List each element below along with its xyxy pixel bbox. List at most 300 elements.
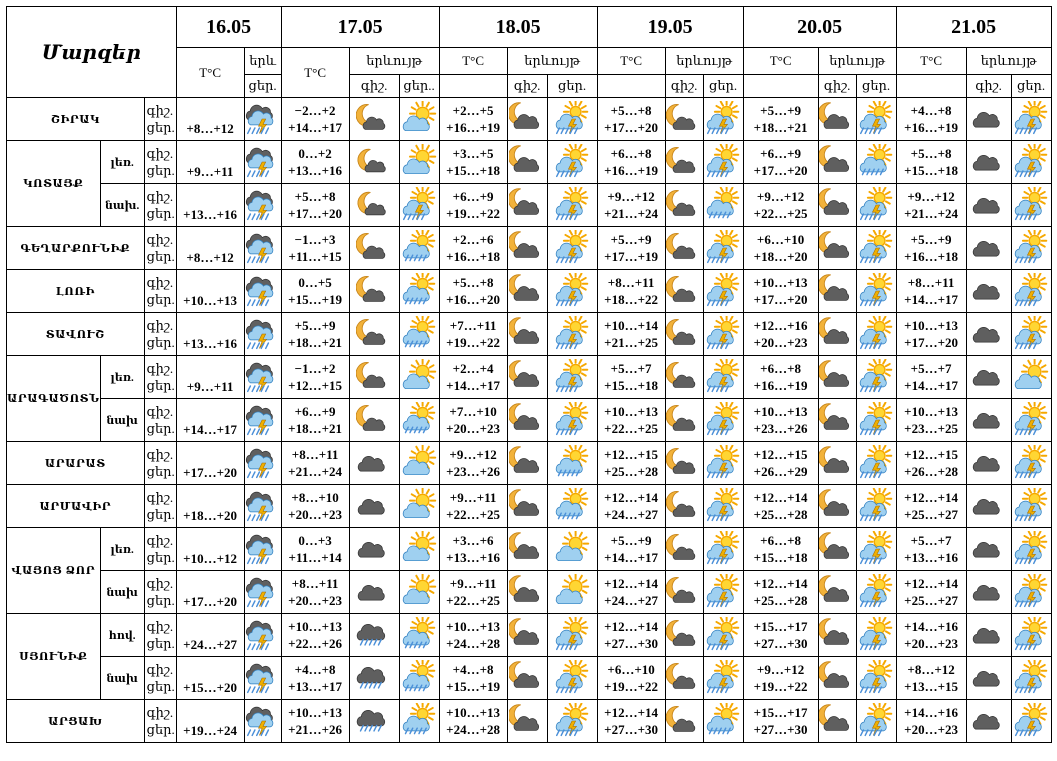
sun-thunderstorm-icon <box>856 700 896 743</box>
night-temp: +12…+14 <box>604 619 658 634</box>
cloud-icon <box>966 356 1011 399</box>
phenomenon-header: երևույթ <box>818 48 896 75</box>
day-temp: +22…+25 <box>753 206 808 221</box>
thunderstorm-icon <box>244 571 281 614</box>
thunderstorm-icon <box>244 270 281 313</box>
temp-cell <box>439 270 507 313</box>
temp-cell <box>896 227 966 270</box>
day-label: ցեր. <box>146 679 175 694</box>
day-temp: +18…+21 <box>288 421 342 436</box>
temp-cell: +19…+24 <box>176 700 244 743</box>
thunderstorm-icon <box>244 528 281 571</box>
sun-rain-icon <box>399 313 439 356</box>
sun-rain-icon <box>399 657 439 700</box>
temp-cell <box>439 528 507 571</box>
night-temp: +12…+15 <box>904 447 958 462</box>
night-label: գիշ. <box>146 146 174 161</box>
temp-cell <box>597 184 665 227</box>
temp-subheader-empty <box>896 75 966 98</box>
temp-header: T°C <box>896 48 966 75</box>
night-temp: +5…+8 <box>610 103 652 118</box>
night-temp: +6…+9 <box>294 404 336 419</box>
temp-cell <box>439 442 507 485</box>
day-temp: +16…+19 <box>446 120 500 135</box>
sun-thunderstorm-icon <box>547 356 597 399</box>
sun-rain-icon <box>399 399 439 442</box>
temp-cell <box>743 98 818 141</box>
thunderstorm-icon <box>244 184 281 227</box>
temp-cell <box>439 485 507 528</box>
cloud-icon <box>966 399 1011 442</box>
sun-rain-icon <box>703 184 743 227</box>
night-cloud-icon <box>818 227 856 270</box>
temp-subheader-empty <box>597 75 665 98</box>
date-16: 16.05 <box>176 7 281 48</box>
temp-cell <box>597 700 665 743</box>
temp-cell <box>597 270 665 313</box>
night-temp: +7…+10 <box>449 404 497 419</box>
region-name: ՇԻՐԱԿ <box>7 98 145 141</box>
region-name: ՏԱՎՈՒՇ <box>7 313 145 356</box>
night-subheader: գիշ. <box>507 75 547 98</box>
cloud-icon <box>349 442 399 485</box>
night-cloud-icon <box>507 700 547 743</box>
table-row <box>7 313 1052 356</box>
rain-cloud-icon <box>349 657 399 700</box>
sun-thunderstorm-icon <box>856 98 896 141</box>
day-temp: +18…+20 <box>753 249 808 264</box>
night-temp: +9…+11 <box>449 576 497 591</box>
cloud-icon <box>966 184 1011 227</box>
day-temp: +24…+27 <box>604 507 658 522</box>
night-temp: +5…+9 <box>294 318 336 333</box>
night-temp: +9…+12 <box>756 662 805 677</box>
thunderstorm-icon <box>244 313 281 356</box>
table-row <box>7 141 1052 184</box>
moon-cloud-icon <box>349 98 399 141</box>
date-18: 18.05 <box>439 7 597 48</box>
night-cloud-icon <box>818 571 856 614</box>
table-row <box>7 485 1052 528</box>
temp-cell <box>597 98 665 141</box>
day-subheader: ցեր.. <box>399 75 439 98</box>
temp-cell <box>281 184 349 227</box>
moon-cloud-icon <box>665 571 703 614</box>
temp-cell <box>743 700 818 743</box>
cloud-icon <box>966 571 1011 614</box>
sun-thunderstorm-icon <box>856 614 896 657</box>
temp-header: T°C <box>281 48 349 98</box>
day-temp: +17…+20 <box>753 163 808 178</box>
day-temp: +15…+18 <box>446 163 500 178</box>
night-temp: +12…+14 <box>753 490 808 505</box>
sun-thunderstorm-icon <box>703 571 743 614</box>
period-labels <box>144 528 176 571</box>
phenomenon-header: երևույթ <box>507 48 597 75</box>
day-temp: +27…+30 <box>604 722 658 737</box>
night-temp: +9…+11 <box>449 490 497 505</box>
day-temp: +21…+24 <box>288 464 342 479</box>
day-temp: +22…+25 <box>446 593 500 608</box>
temp-cell <box>281 571 349 614</box>
night-cloud-icon <box>818 399 856 442</box>
temp-cell <box>597 528 665 571</box>
temp-cell <box>439 614 507 657</box>
temp-cell <box>743 571 818 614</box>
temp-cell <box>743 184 818 227</box>
cloud-icon <box>966 614 1011 657</box>
day-label: ցեր. <box>146 421 175 436</box>
day-label: ցեր. <box>146 292 175 307</box>
sun-thunderstorm-icon <box>547 270 597 313</box>
night-cloud-icon <box>818 485 856 528</box>
region-name: ԼՈՌԻ <box>7 270 145 313</box>
region-name: ԱՐՑԱԽ <box>7 700 145 743</box>
period-labels <box>144 571 176 614</box>
day-label: ցեր. <box>146 507 175 522</box>
temp-cell <box>281 313 349 356</box>
temp-cell <box>281 442 349 485</box>
day-temp: +25…+28 <box>753 507 808 522</box>
night-cloud-icon <box>507 571 547 614</box>
night-label: գիշ. <box>146 576 174 591</box>
sun-thunderstorm-icon <box>703 657 743 700</box>
temp-cell <box>896 184 966 227</box>
night-temp: +9…+12 <box>607 189 655 204</box>
temp-cell <box>281 399 349 442</box>
thunderstorm-icon <box>244 399 281 442</box>
period-labels <box>144 98 176 141</box>
night-label: գիշ. <box>146 318 174 333</box>
sun-thunderstorm-icon <box>856 485 896 528</box>
thunderstorm-icon <box>244 141 281 184</box>
night-cloud-icon <box>507 141 547 184</box>
day-label: ցեր. <box>146 464 175 479</box>
sun-thunderstorm-icon <box>703 399 743 442</box>
temp-cell <box>281 700 349 743</box>
period-labels <box>144 313 176 356</box>
period-labels <box>144 657 176 700</box>
temp-cell: +15…+20 <box>176 657 244 700</box>
temp-cell <box>743 313 818 356</box>
night-subheader: գիշ. <box>665 75 703 98</box>
sun-thunderstorm-icon <box>547 227 597 270</box>
day-temp: +15…+19 <box>446 679 500 694</box>
day-label: ցեր. <box>146 550 175 565</box>
day-temp: +20…+23 <box>904 722 958 737</box>
day-temp: +20…+23 <box>753 335 808 350</box>
temp-cell <box>281 141 349 184</box>
moon-cloud-icon <box>349 356 399 399</box>
night-temp: +8…+11 <box>607 275 655 290</box>
sun-thunderstorm-icon <box>399 184 439 227</box>
day-label: ցեր. <box>146 722 175 737</box>
day-temp: +24…+27 <box>604 593 658 608</box>
sun-thunderstorm-icon <box>703 227 743 270</box>
sun-thunderstorm-icon <box>856 442 896 485</box>
table-row <box>7 614 1052 657</box>
temp-cell <box>743 442 818 485</box>
sun-thunderstorm-icon <box>856 313 896 356</box>
temp-cell <box>896 442 966 485</box>
day-temp: +18…+22 <box>604 292 658 307</box>
day-label: ցեր. <box>146 593 175 608</box>
period-labels <box>144 399 176 442</box>
moon-cloud-icon <box>665 141 703 184</box>
day-temp: +20…+23 <box>904 636 958 651</box>
sun-thunderstorm-icon <box>703 442 743 485</box>
temp-cell <box>597 141 665 184</box>
day-temp: +27…+30 <box>753 722 808 737</box>
sun-thunderstorm-icon <box>703 270 743 313</box>
sun-cloud-icon <box>547 528 597 571</box>
day-label: ցեր. <box>146 636 175 651</box>
region-name: ՍՅՈՒՆԻՔ <box>7 614 101 700</box>
day-subheader: ցեր. <box>1011 75 1051 98</box>
temp-cell <box>896 356 966 399</box>
regions-header: Մարզեր <box>7 7 177 98</box>
day-subheader: ցեր. <box>547 75 597 98</box>
temp-cell <box>597 227 665 270</box>
temp-cell <box>439 98 507 141</box>
date-21: 21.05 <box>896 7 1051 48</box>
day-temp: +26…+28 <box>904 464 958 479</box>
day-temp: +13…+15 <box>904 679 958 694</box>
day-label: ցեր. <box>146 249 175 264</box>
temp-cell <box>743 356 818 399</box>
temp-cell <box>597 313 665 356</box>
day-temp: +14…+17 <box>904 378 958 393</box>
night-temp: +12…+14 <box>904 490 958 505</box>
cloud-icon <box>349 528 399 571</box>
sun-thunderstorm-icon <box>1011 98 1051 141</box>
night-temp: +10…+13 <box>288 619 342 634</box>
temp-header: T°C <box>439 48 507 75</box>
night-label: գիշ. <box>146 189 174 204</box>
sun-rain-icon <box>856 141 896 184</box>
sun-thunderstorm-icon <box>1011 657 1051 700</box>
day-temp: +15…+18 <box>904 163 958 178</box>
temp-cell: +13…+16 <box>176 184 244 227</box>
night-temp: +6…+8 <box>760 533 801 548</box>
sun-thunderstorm-icon <box>703 356 743 399</box>
night-temp: +9…+12 <box>449 447 497 462</box>
sun-thunderstorm-icon <box>703 485 743 528</box>
night-label: գիշ. <box>146 447 174 462</box>
night-temp: +8…+11 <box>907 275 955 290</box>
day-temp: +17…+20 <box>753 292 808 307</box>
sun-cloud-icon <box>547 571 597 614</box>
night-temp: +5…+7 <box>910 533 952 548</box>
period-labels <box>144 184 176 227</box>
night-temp: +15…+17 <box>753 705 808 720</box>
day-temp: +26…+29 <box>753 464 808 479</box>
period-labels <box>144 442 176 485</box>
thunderstorm-icon <box>244 485 281 528</box>
temp-cell <box>439 700 507 743</box>
night-temp: +6…+9 <box>452 189 494 204</box>
temp-cell: +13…+16 <box>176 313 244 356</box>
night-temp: +5…+9 <box>610 232 652 247</box>
temp-cell: +9…+11 <box>176 356 244 399</box>
sun-cloud-icon <box>399 528 439 571</box>
cloud-icon <box>966 485 1011 528</box>
cloud-icon <box>966 227 1011 270</box>
temp-cell <box>896 528 966 571</box>
temp-cell: +14…+17 <box>176 399 244 442</box>
night-temp: 0…+5 <box>298 275 332 290</box>
day-temp: +27…+30 <box>753 636 808 651</box>
night-cloud-icon <box>507 98 547 141</box>
night-temp: +10…+13 <box>904 318 958 333</box>
night-cloud-icon <box>818 614 856 657</box>
day-temp: +23…+26 <box>446 464 500 479</box>
night-cloud-icon <box>507 614 547 657</box>
day-label: ցեր. <box>146 378 175 393</box>
night-label: գիշ. <box>146 232 174 247</box>
region-name: ԱՐԱՐԱՏ <box>7 442 145 485</box>
day-temp: +25…+28 <box>604 464 658 479</box>
temp-cell <box>439 141 507 184</box>
sun-thunderstorm-icon <box>1011 700 1051 743</box>
day-temp: +21…+26 <box>288 722 342 737</box>
temp-cell <box>281 270 349 313</box>
table-row <box>7 528 1052 571</box>
day-temp: +20…+23 <box>288 507 342 522</box>
night-temp: +7…+11 <box>449 318 497 333</box>
night-temp: +8…+10 <box>291 490 339 505</box>
day-temp: +22…+25 <box>604 421 658 436</box>
day-label: ցեր. <box>146 206 175 221</box>
rain-cloud-icon <box>349 614 399 657</box>
night-label: գիշ. <box>146 361 174 376</box>
sun-thunderstorm-icon <box>1011 571 1051 614</box>
night-temp: +14…+16 <box>904 619 958 634</box>
moon-icon <box>349 141 399 184</box>
forecast-table <box>6 6 1052 743</box>
night-temp: +9…+12 <box>907 189 955 204</box>
night-temp: −1…+2 <box>294 361 336 376</box>
sun-thunderstorm-icon <box>703 528 743 571</box>
temp-cell <box>896 571 966 614</box>
period-labels <box>144 141 176 184</box>
night-temp: +6…+9 <box>760 146 801 161</box>
temp-cell: +24…+27 <box>176 614 244 657</box>
table-row <box>7 356 1052 399</box>
night-cloud-icon <box>818 700 856 743</box>
temp-cell: +9…+11 <box>176 141 244 184</box>
night-cloud-icon <box>507 485 547 528</box>
day-temp: +11…+14 <box>288 550 342 565</box>
temp-cell <box>743 528 818 571</box>
sun-rain-icon <box>399 270 439 313</box>
temp-cell <box>439 657 507 700</box>
night-label: գիշ. <box>146 705 174 720</box>
night-cloud-icon <box>507 184 547 227</box>
moon-cloud-icon <box>349 313 399 356</box>
day-temp: +16…+19 <box>753 378 808 393</box>
period-labels <box>144 700 176 743</box>
night-temp: +12…+14 <box>604 490 658 505</box>
night-label: գիշ. <box>146 490 174 505</box>
night-cloud-icon <box>507 657 547 700</box>
temp-cell <box>597 485 665 528</box>
sun-thunderstorm-icon <box>856 227 896 270</box>
night-temp: +6…+8 <box>610 146 652 161</box>
day-temp: +14…+17 <box>604 550 658 565</box>
day-temp: +17…+20 <box>288 206 342 221</box>
night-temp: +10…+14 <box>604 318 658 333</box>
day-temp: +23…+26 <box>753 421 808 436</box>
day-temp: +14…+17 <box>446 378 500 393</box>
cloud-icon <box>349 485 399 528</box>
moon-cloud-icon <box>665 528 703 571</box>
day-temp: +22…+26 <box>288 636 342 651</box>
night-subheader: գիշ. <box>966 75 1011 98</box>
temp-header: T°C <box>176 48 244 98</box>
moon-cloud-icon <box>665 614 703 657</box>
thunderstorm-icon <box>244 700 281 743</box>
day-temp: +13…+16 <box>446 550 500 565</box>
sun-thunderstorm-icon <box>1011 313 1051 356</box>
temp-cell <box>896 614 966 657</box>
temp-cell: +10…+13 <box>176 270 244 313</box>
night-cloud-icon <box>507 356 547 399</box>
night-temp: +5…+9 <box>610 533 652 548</box>
cloud-icon <box>966 528 1011 571</box>
temp-header: T°C <box>597 48 665 75</box>
thunderstorm-icon <box>244 657 281 700</box>
night-temp: +2…+5 <box>452 103 494 118</box>
region-name: ԳԵՂԱՐՔՈՒՆԻՔ <box>7 227 145 270</box>
day-temp: +13…+17 <box>288 679 342 694</box>
night-temp: +4…+8 <box>294 662 336 677</box>
temp-cell <box>281 528 349 571</box>
zone-name: նախ <box>100 399 144 442</box>
temp-cell <box>439 313 507 356</box>
night-cloud-icon <box>507 227 547 270</box>
night-temp: +12…+14 <box>604 576 658 591</box>
zone-name: նախ. <box>100 184 144 227</box>
moon-icon <box>349 184 399 227</box>
forecast-body <box>7 98 1052 743</box>
sun-rain-icon <box>399 700 439 743</box>
moon-cloud-icon <box>665 98 703 141</box>
day-temp: +19…+22 <box>446 206 500 221</box>
sun-rain-icon <box>547 442 597 485</box>
day-temp: +25…+27 <box>904 507 958 522</box>
night-temp: +5…+9 <box>760 103 801 118</box>
temp-cell <box>743 657 818 700</box>
day-temp: +19…+22 <box>446 335 500 350</box>
temp-cell <box>281 485 349 528</box>
day-temp: +14…+17 <box>288 120 342 135</box>
temp-cell <box>281 356 349 399</box>
moon-cloud-icon <box>665 442 703 485</box>
night-temp: +2…+6 <box>452 232 494 247</box>
night-label: գիշ. <box>146 533 174 548</box>
period-labels <box>144 356 176 399</box>
day-temp: +13…+16 <box>904 550 958 565</box>
region-name: ԱՐՄԱՎԻՐ <box>7 485 145 528</box>
night-label: գիշ. <box>146 275 174 290</box>
temp-cell <box>896 399 966 442</box>
day-temp: +12…+15 <box>288 378 342 393</box>
day-temp: +24…+28 <box>446 636 500 651</box>
temp-cell <box>896 313 966 356</box>
day-temp: +16…+18 <box>446 249 500 264</box>
temp-cell <box>597 399 665 442</box>
